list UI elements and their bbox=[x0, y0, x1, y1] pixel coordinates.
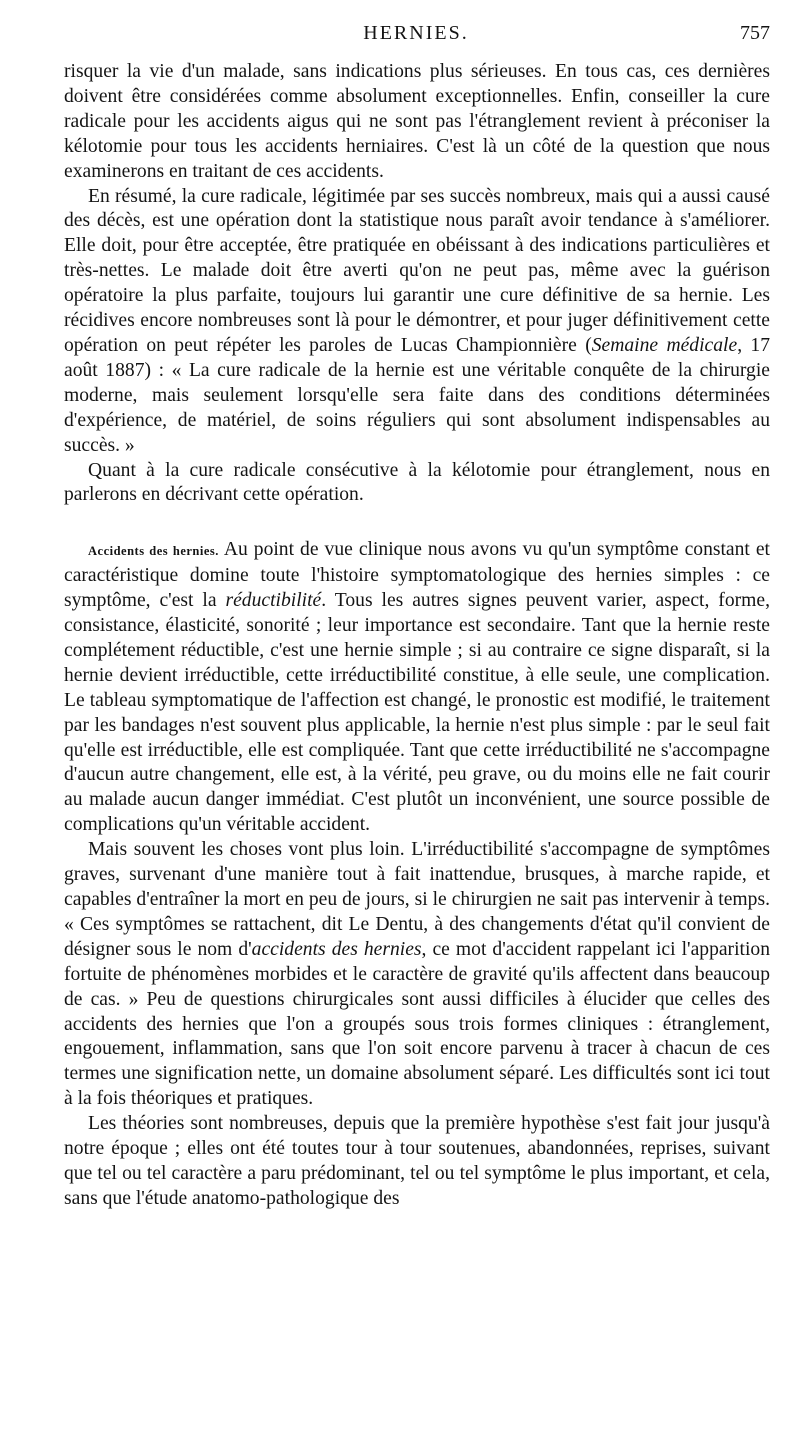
paragraph-symptomes: Mais souvent les choses vont plus loin. L'irréductibilité s'accompagne de symptômes graves, survenant d'une manière tout à fait inattendue, brusques, à marche rapide, et capables d'entraîner la mort en peu de jours, si le chirurgien ne sait pas intervenir à temps. « Ces symptômes se rattachent, dit Le Dentu, à des changements d'état qu'il convient de désigner sous le nom d'accidents des hernies, ce mot d'accident rappelant ici l'apparition fortuite de phénomènes morbides et le caractère de gravité qu'ils affectent dans beaucoup de cas. » Peu de questions chirurgicales sont aussi difficiles à élucider que celles des accidents des hernies que l'on a groupés sous trois formes cliniques : étranglement, engouement, inflammation, sans que l'on soit encore parvenu à tracer à chacun de ces termes une signification nette, un domaine absolument séparé. Les difficultés sont ici tout à la fois théoriques et pratiques. bbox=[64, 839, 771, 1110]
paragraph-resume: En résumé, la cure radicale, légitimée par ses succès nombreux, mais qui a aussi causé des décès, est une opération dont la statistique nous paraît avoir tendance à s'améliorer. Elle doit, pour être acceptée, être pratiquée en obéissant à des indications particulières et très-nettes. Le malade doit être averti qu'on ne peut pas, même avec la guérison opératoire la plus parfaite, toujours lui garantir une cure définitive de sa hernie. Les récidives encore nombreuses sont là pour le démontrer, et pour juger définitivement cette opération on peut répéter les paroles de Lucas Championnière (Semaine médicale, 17 août 1887) : « La cure radicale de la hernie est une véritable conquête de la chirurgie moderne, mais seulement lorsqu'elle sera faite dans des conditions déterminées d'expérience, de matériel, de soins réguliers qui sont absolument indispensables au succès. » bbox=[64, 185, 771, 456]
emphasis-reductibilite: réductibilité bbox=[225, 590, 322, 612]
page-number: 757 bbox=[740, 22, 770, 44]
running-head bbox=[62, 22, 770, 52]
running-title: HERNIES. bbox=[363, 22, 469, 44]
body-text bbox=[64, 60, 770, 1212]
paragraph-kelotomie: Quant à la cure radicale consécutive à la kélotomie pour étranglement, nous en parlerons en décrivant cette opération. bbox=[64, 459, 770, 506]
emphasis-accidents-des-hernies: accidents des hernies bbox=[251, 938, 422, 960]
paragraph-continuation: risquer la vie d'un malade, sans indications plus sérieuses. En tous cas, ces dernières doivent être considérées comme absolument exceptionnelles. Enfin, conseiller la cure radicale pour les accidents aigus qui ne sont pas l'étranglement revient à préconiser la kélotomie pour tous les accidents herniaires. C'est là un côté de la question que nous examinerons en traitant de ces accidents. bbox=[64, 61, 770, 182]
paragraph-accidents: Accidents des hernies. Au point de vue clinique nous avons vu qu'un symptôme constant et caractéristique domine toute l'histoire symptomatologique des hernies simples : ce symptôme, c'est la réductibilité. Tous les autres signes peuvent varier, aspect, forme, consistance, élasticité, sonorité ; leur importance est secondaire. Tant que la hernie reste complétement réductible, c'est une hernie simple ; si au contraire ce signe disparaît, si la hernie devient irréductible, cette irréductibilité constitue, à elle seule, une complication. Le tableau symptomatique de l'affection est changé, le pronostic est modifié, le traitement par les bandages n'est souvent plus applicable, la hernie n'est plus simple : par le seul fait qu'elle est irréductible, elle est compliquée. Tant que cette irréductibilité ne s'accompagne d'aucun autre changement, elle est, à la vérité, peu grave, ou du moins elle ne fait courir au malade aucun danger immédiat. C'est plutôt un inconvénient, une source possible de complications qu'un véritable accident. bbox=[64, 539, 771, 836]
citation-title: Semaine médicale bbox=[591, 334, 738, 356]
paragraph-theories: Les théories sont nombreuses, depuis que la première hypothèse s'est fait jour jusqu'à notre époque ; elles ont été toutes tour à tour soutenues, abandonnées, reprises, suivant que tel ou tel caractère a paru prédominant, tel ou tel symptôme le plus important, et cela, sans que l'étude anatomo-pathologique des bbox=[64, 1113, 770, 1209]
section-heading: Accidents des hernies. bbox=[88, 544, 219, 559]
